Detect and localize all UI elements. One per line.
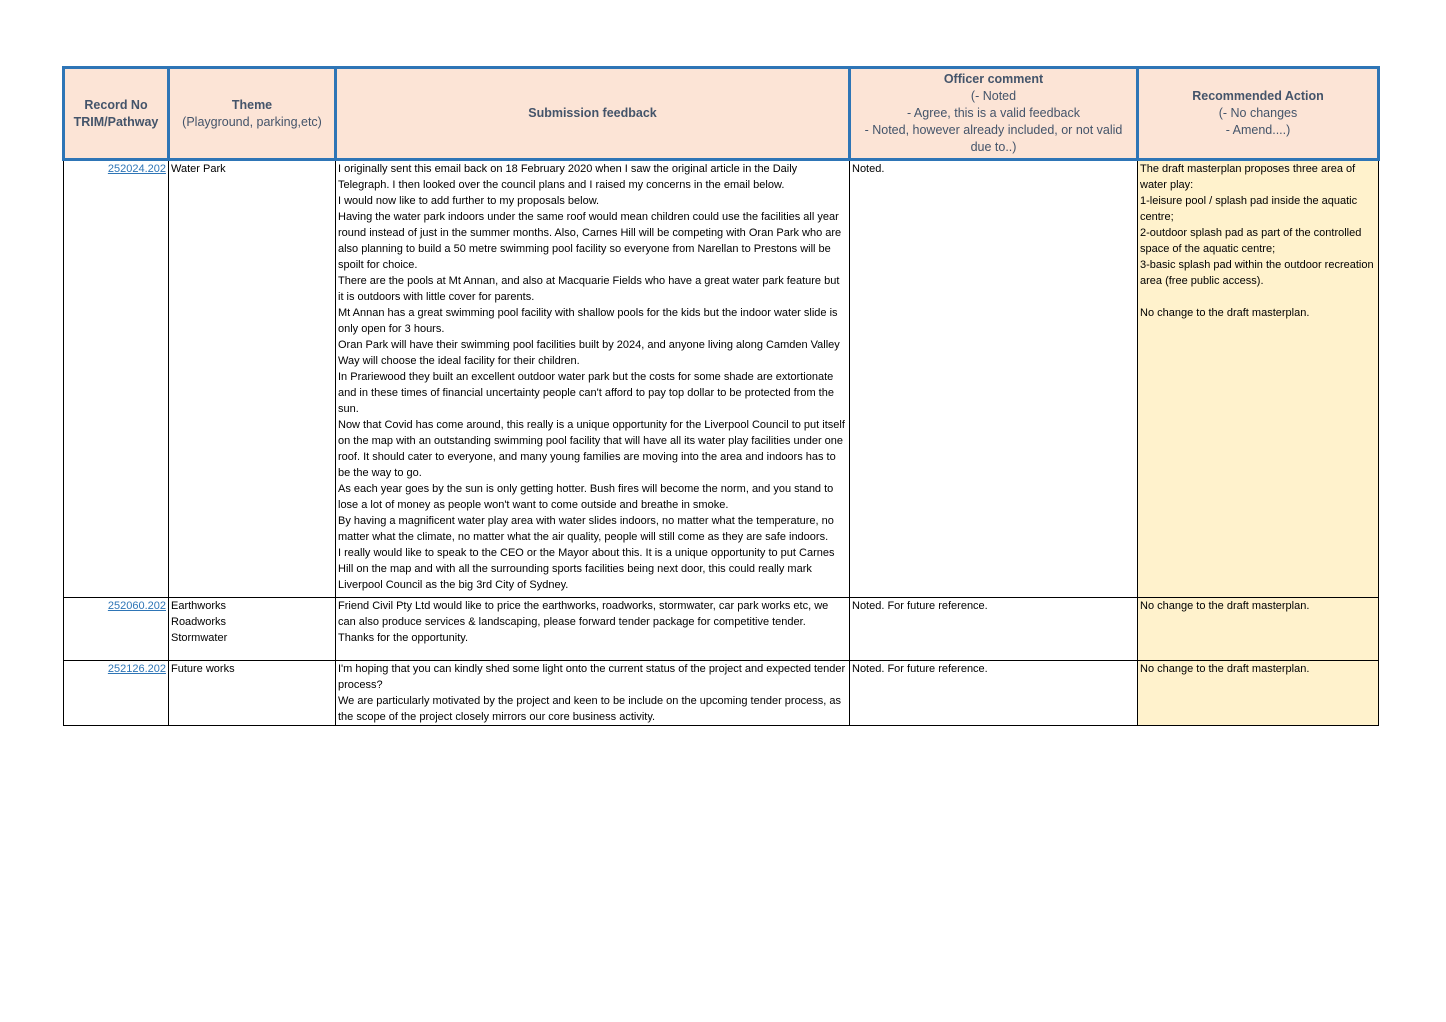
theme-line: Water Park [171,163,226,175]
theme-cell [169,160,336,598]
feedback-paragraph: There are the pools at Mt Annan, and also at Macquarie Fields who have a great water park feature but it is outdoors with little cover for parents. [338,275,840,303]
theme-line: Roadworks [171,616,227,628]
header-record-no [64,68,169,160]
feedback-paragraph: I would now like to add further to my proposals below. [338,195,600,207]
header-officer-comment [850,68,1138,160]
header-theme [169,68,336,160]
header-officer-opt3: - Noted, however already included, or not valid due to..) [864,123,1123,154]
officer-comment: Noted. For future reference. [852,600,988,612]
feedback-paragraph: Thanks for the opportunity. [338,632,469,644]
feedback-paragraph: We are particularly motivated by the project and keen to be include on the upcoming tender process, as the scope of the project closely mirrors our core business activity. [338,695,842,723]
action-line: 1-leisure pool / splash pad inside the aquatic centre; [1140,195,1358,223]
table-body [64,160,1379,726]
header-theme-sub: (Playground, parking,etc) [182,114,322,129]
action-line: No change to the draft masterplan. [1140,600,1310,612]
theme-line: Earthworks [171,600,227,612]
feedback-paragraph: As each year goes by the sun is only getting hotter. Bush fires will become the norm, and you stand to lose a lot of money as people won't want to come outside and breathe in smoke. [338,483,834,511]
header-record-line1: Record No [84,97,148,112]
action-line: 3-basic splash pad within the outdoor recreation area (free public access). [1140,259,1374,287]
header-officer-opt1: (- Noted [970,89,1017,103]
recommended-action-cell [1138,160,1379,598]
record-link[interactable]: 252060.202 [107,600,166,612]
feedback-paragraph: Having the water park indoors under the same roof would mean children could use the facilities all year round instead of just in the summer months. Also, Carnes Hill will be competing with Oran Park who are also planning to build a 50 metre swimming pool facility so everyone from Narellan to Prestons will be spoilt for choice. [338,211,842,271]
feedback-paragraph: Mt Annan has a great swimming pool facility with shallow pools for the kids but the indoor water slide is only open for 3 hours. [338,307,838,335]
officer-comment-cell [850,160,1138,598]
action-line: The draft masterplan proposes three area of water play: [1140,163,1356,191]
feedback-paragraph: I originally sent this email back on 18 February 2020 when I saw the original article in the Daily Telegraph. I then looked over the council plans and I raised my concerns in the email below. [338,163,798,191]
feedback-paragraph: In Prariewood they built an excellent outdoor water park but the costs for some shade are extortionate and in these times of financial uncertainty people can't afford to pay top dollar to be protected from the sun. [338,371,834,415]
header-record-line2: TRIM/Pathway [73,114,159,129]
header-feedback-title: Submission feedback [528,106,657,120]
feedback-paragraph: Now that Covid has come around, this really is a unique opportunity for the Liverpool Council to put itself on the map with an outstanding swimming pool facility that will have all its water play facilities under one roof. It should cater to everyone, and many young families are moving into the area and indoors has to be the way to go. [338,419,845,479]
theme-line: Future works [171,663,235,675]
header-officer-opt2: - Agree, this is a valid feedback [906,106,1080,120]
table-row [64,160,1379,598]
record-link[interactable]: 252024.202 [107,163,166,175]
record-cell [64,661,169,726]
header-feedback [336,68,850,160]
feedback-paragraph: I really would like to speak to the CEO or the Mayor about this. It is a unique opportunity to put Carnes Hill on the map and with all the surrounding sports facilities being next door, this could really mark Liverpool Council as the big 3rd City of Sydney. [338,547,835,591]
officer-comment: Noted. [852,163,885,175]
feedback-paragraph: I'm hoping that you can kindly shed some light onto the current status of the project and expected tender process? [338,663,846,691]
header-officer-title: Officer comment [943,72,1044,86]
officer-comment-cell [850,661,1138,726]
officer-comment: Noted. For future reference. [852,663,988,675]
action-line: No change to the draft masterplan. [1140,307,1310,319]
record-cell [64,598,169,661]
table-header [64,68,1379,160]
officer-comment-cell [850,598,1138,661]
theme-line: Stormwater [171,632,228,644]
header-action-opt1: (- No changes [1218,106,1298,120]
action-line: No change to the draft masterplan. [1140,663,1310,675]
header-recommended-action [1138,68,1379,160]
header-action-opt2: - Amend....) [1225,123,1291,137]
recommended-action-cell [1138,598,1379,661]
action-line: 2-outdoor splash pad as part of the controlled space of the aquatic centre; [1140,227,1362,255]
feedback-paragraph: Friend Civil Pty Ltd would like to price the earthworks, roadworks, stormwater, car park works etc, we can also produce services & landscaping, please forward tender package for competitive tender. [338,600,829,628]
feedback-cell [336,160,850,598]
header-theme-title: Theme [231,97,273,112]
header-action-title: Recommended Action [1192,89,1324,103]
feedback-cell [336,661,850,726]
theme-cell [169,661,336,726]
feedback-cell [336,598,850,661]
recommended-action-cell [1138,661,1379,726]
feedback-paragraph: By having a magnificent water play area with water slides indoors, no matter what the temperature, no matter what the climate, no matter what the air quality, people will still come as they are safe indoors. [338,515,834,543]
theme-cell [169,598,336,661]
header-row [64,68,1379,160]
feedback-paragraph: Oran Park will have their swimming pool facilities built by 2024, and anyone living along Camden Valley Way will choose the ideal facility for their children. [338,339,840,367]
submissions-table [62,66,1380,726]
table-row [64,598,1379,661]
action-spacer [1140,289,1376,305]
record-link[interactable]: 252126.202 [107,663,166,675]
table-row [64,661,1379,726]
record-cell [64,160,169,598]
